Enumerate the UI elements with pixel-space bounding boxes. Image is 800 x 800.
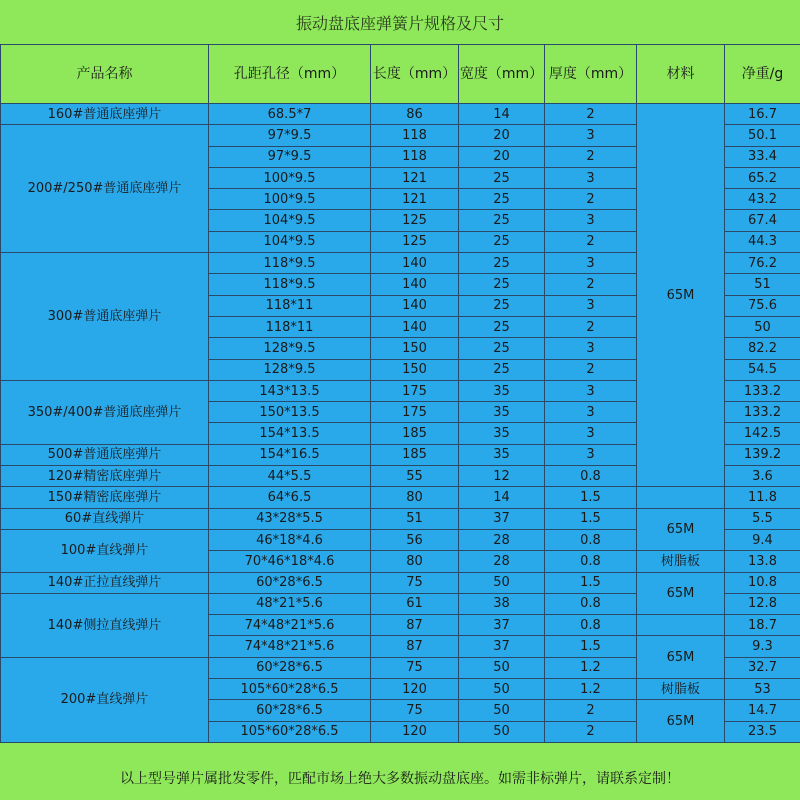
hole-spacing-cell: 150*13.5 [209,402,371,423]
thickness-cell: 2 [545,104,637,125]
hole-spacing-cell: 154*16.5 [209,444,371,465]
length-cell: 120 [371,679,459,700]
hole-spacing-cell: 118*11 [209,316,371,337]
material-cell: 65M [637,508,725,551]
length-cell: 118 [371,146,459,167]
hole-spacing-cell: 128*9.5 [209,338,371,359]
width-cell: 28 [459,551,545,572]
thickness-cell: 2 [545,231,637,252]
table-row [1,572,800,593]
header-length: 长度（mm） [371,45,459,104]
net-weight-cell: 133.2 [725,380,800,401]
net-weight-cell: 139.2 [725,444,800,465]
hole-spacing-cell: 118*9.5 [209,274,371,295]
product-name-cell: 100#直线弹片 [1,529,209,572]
thickness-cell: 3 [545,402,637,423]
length-cell: 75 [371,657,459,678]
net-weight-cell: 75.6 [725,295,800,316]
product-name-cell: 300#普通底座弹片 [1,253,209,381]
hole-spacing-cell: 105*60*28*6.5 [209,721,371,742]
net-weight-cell: 9.3 [725,636,800,657]
net-weight-cell: 12.8 [725,593,800,614]
thickness-cell: 3 [545,423,637,444]
net-weight-cell: 14.7 [725,700,800,721]
length-cell: 86 [371,104,459,125]
hole-spacing-cell: 105*60*28*6.5 [209,679,371,700]
net-weight-cell: 13.8 [725,551,800,572]
hole-spacing-cell: 48*21*5.6 [209,593,371,614]
width-cell: 25 [459,231,545,252]
spec-table [0,44,800,743]
thickness-cell: 3 [545,380,637,401]
width-cell: 50 [459,700,545,721]
thickness-cell: 0.8 [545,551,637,572]
width-cell: 25 [459,167,545,188]
net-weight-cell: 16.7 [725,104,800,125]
length-cell: 125 [371,210,459,231]
width-cell: 20 [459,146,545,167]
net-weight-cell: 50.1 [725,125,800,146]
width-cell: 25 [459,316,545,337]
length-cell: 175 [371,402,459,423]
thickness-cell: 2 [545,146,637,167]
product-name-cell: 200#/250#普通底座弹片 [1,125,209,253]
material-cell: 65M [637,636,725,679]
hole-spacing-cell: 46*18*4.6 [209,529,371,550]
length-cell: 140 [371,295,459,316]
hole-spacing-cell: 100*9.5 [209,189,371,210]
length-cell: 140 [371,316,459,337]
length-cell: 56 [371,529,459,550]
table-row [1,487,800,508]
thickness-cell: 0.8 [545,466,637,487]
width-cell: 25 [459,295,545,316]
thickness-cell: 2 [545,359,637,380]
material-cell: 65M [637,572,725,615]
thickness-cell: 3 [545,125,637,146]
hole-spacing-cell: 60*28*6.5 [209,700,371,721]
header-hole-spacing: 孔距孔径（mm） [209,45,371,104]
material-cell: 树脂板 [637,551,725,572]
length-cell: 87 [371,636,459,657]
width-cell: 35 [459,444,545,465]
width-cell: 12 [459,466,545,487]
width-cell: 25 [459,253,545,274]
table-body [1,104,800,743]
width-cell: 50 [459,679,545,700]
net-weight-cell: 9.4 [725,529,800,550]
length-cell: 150 [371,359,459,380]
net-weight-cell: 53 [725,679,800,700]
hole-spacing-cell: 60*28*6.5 [209,572,371,593]
net-weight-cell: 33.4 [725,146,800,167]
width-cell: 25 [459,189,545,210]
table-header-row [1,45,800,104]
net-weight-cell: 76.2 [725,253,800,274]
width-cell: 25 [459,210,545,231]
width-cell: 25 [459,338,545,359]
table-row [1,508,800,529]
length-cell: 175 [371,380,459,401]
net-weight-cell: 5.5 [725,508,800,529]
net-weight-cell: 50 [725,316,800,337]
net-weight-cell: 51 [725,274,800,295]
width-cell: 50 [459,721,545,742]
thickness-cell: 1.2 [545,679,637,700]
hole-spacing-cell: 44*5.5 [209,466,371,487]
material-cell: 65M [637,700,725,743]
hole-spacing-cell: 74*48*21*5.6 [209,615,371,636]
length-cell: 121 [371,189,459,210]
length-cell: 75 [371,700,459,721]
thickness-cell: 0.8 [545,529,637,550]
hole-spacing-cell: 97*9.5 [209,146,371,167]
thickness-cell: 2 [545,189,637,210]
width-cell: 37 [459,615,545,636]
net-weight-cell: 54.5 [725,359,800,380]
net-weight-cell: 142.5 [725,423,800,444]
hole-spacing-cell: 60*28*6.5 [209,657,371,678]
length-cell: 80 [371,551,459,572]
material-cell: 65M [637,104,725,487]
thickness-cell: 0.8 [545,615,637,636]
net-weight-cell: 82.2 [725,338,800,359]
width-cell: 50 [459,657,545,678]
hole-spacing-cell: 64*6.5 [209,487,371,508]
hole-spacing-cell: 128*9.5 [209,359,371,380]
length-cell: 185 [371,444,459,465]
net-weight-cell: 32.7 [725,657,800,678]
thickness-cell: 3 [545,338,637,359]
width-cell: 14 [459,487,545,508]
net-weight-cell: 133.2 [725,402,800,423]
material-cell [637,487,725,508]
thickness-cell: 1.5 [545,508,637,529]
product-name-cell: 140#正拉直线弹片 [1,572,209,593]
net-weight-cell: 44.3 [725,231,800,252]
length-cell: 125 [371,231,459,252]
table-row [1,104,800,125]
width-cell: 28 [459,529,545,550]
net-weight-cell: 23.5 [725,721,800,742]
thickness-cell: 2 [545,700,637,721]
thickness-cell: 2 [545,721,637,742]
hole-spacing-cell: 143*13.5 [209,380,371,401]
footer-note: 以上型号弹片属批发零件，匹配市场上绝大多数振动盘底座。如需非标弹片，请联系定制！ [120,770,680,787]
hole-spacing-cell: 118*9.5 [209,253,371,274]
width-cell: 35 [459,402,545,423]
width-cell: 50 [459,572,545,593]
width-cell: 14 [459,104,545,125]
header-product-name: 产品名称 [1,45,209,104]
length-cell: 61 [371,593,459,614]
net-weight-cell: 10.8 [725,572,800,593]
length-cell: 121 [371,167,459,188]
hole-spacing-cell: 97*9.5 [209,125,371,146]
hole-spacing-cell: 68.5*7 [209,104,371,125]
sheet-title: 振动盘底座弹簧片规格及尺寸 [295,13,504,33]
thickness-cell: 3 [545,295,637,316]
width-cell: 25 [459,274,545,295]
hole-spacing-cell: 100*9.5 [209,167,371,188]
material-cell [637,615,725,636]
length-cell: 51 [371,508,459,529]
hole-spacing-cell: 154*13.5 [209,423,371,444]
product-name-cell: 500#普通底座弹片 [1,444,209,465]
hole-spacing-cell: 43*28*5.5 [209,508,371,529]
length-cell: 140 [371,253,459,274]
product-name-cell: 350#/400#普通底座弹片 [1,380,209,444]
length-cell: 87 [371,615,459,636]
width-cell: 20 [459,125,545,146]
thickness-cell: 1.5 [545,487,637,508]
length-cell: 140 [371,274,459,295]
header-thickness: 厚度（mm） [545,45,637,104]
length-cell: 80 [371,487,459,508]
header-width: 宽度（mm） [459,45,545,104]
length-cell: 55 [371,466,459,487]
thickness-cell: 1.5 [545,572,637,593]
thickness-cell: 0.8 [545,593,637,614]
width-cell: 35 [459,423,545,444]
net-weight-cell: 43.2 [725,189,800,210]
thickness-cell: 1.5 [545,636,637,657]
material-cell: 树脂板 [637,679,725,700]
product-name-cell: 150#精密底座弹片 [1,487,209,508]
thickness-cell: 3 [545,253,637,274]
thickness-cell: 3 [545,210,637,231]
length-cell: 118 [371,125,459,146]
width-cell: 38 [459,593,545,614]
net-weight-cell: 11.8 [725,487,800,508]
thickness-cell: 3 [545,444,637,465]
length-cell: 120 [371,721,459,742]
net-weight-cell: 3.6 [725,466,800,487]
net-weight-cell: 18.7 [725,615,800,636]
hole-spacing-cell: 70*46*18*4.6 [209,551,371,572]
header-net-weight: 净重/g [725,45,800,104]
width-cell: 37 [459,636,545,657]
width-cell: 35 [459,380,545,401]
width-cell: 37 [459,508,545,529]
product-name-cell: 60#直线弹片 [1,508,209,529]
thickness-cell: 2 [545,274,637,295]
length-cell: 75 [371,572,459,593]
length-cell: 150 [371,338,459,359]
product-name-cell: 140#侧拉直线弹片 [1,593,209,657]
hole-spacing-cell: 74*48*21*5.6 [209,636,371,657]
hole-spacing-cell: 104*9.5 [209,231,371,252]
hole-spacing-cell: 118*11 [209,295,371,316]
width-cell: 25 [459,359,545,380]
product-name-cell: 160#普通底座弹片 [1,104,209,125]
product-name-cell: 200#直线弹片 [1,657,209,742]
thickness-cell: 3 [545,167,637,188]
net-weight-cell: 67.4 [725,210,800,231]
product-name-cell: 120#精密底座弹片 [1,466,209,487]
thickness-cell: 2 [545,316,637,337]
header-material: 材料 [637,45,725,104]
net-weight-cell: 65.2 [725,167,800,188]
thickness-cell: 1.2 [545,657,637,678]
hole-spacing-cell: 104*9.5 [209,210,371,231]
length-cell: 185 [371,423,459,444]
